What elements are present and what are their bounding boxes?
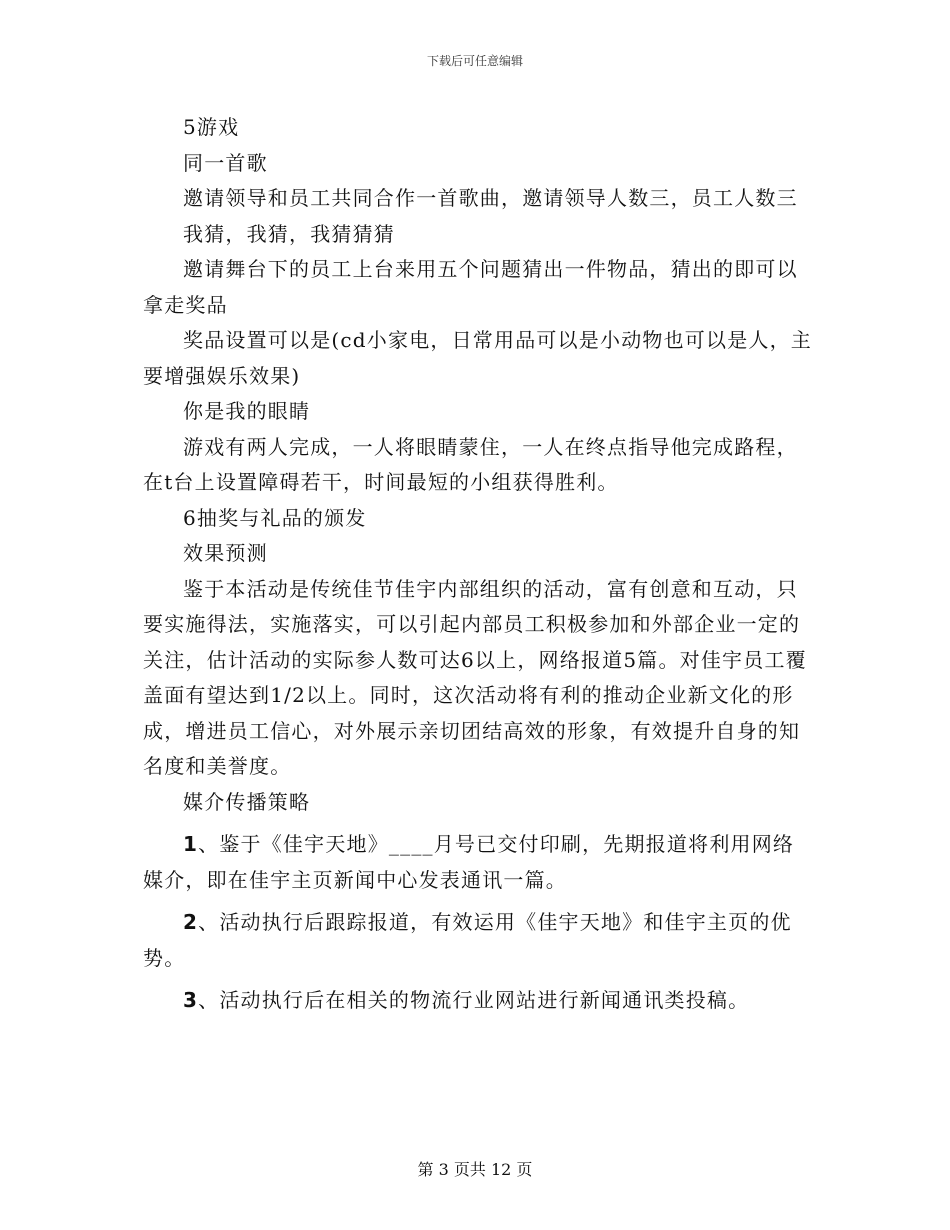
paragraph-effect-heading: 效果预测 [183,541,268,565]
paragraph-song-desc: 邀请领导和员工共同合作一首歌曲，邀请领导人数三，员工人数三 [183,186,798,210]
paragraph-guess-title: 我猜，我猜，我猜猜猜 [183,221,395,246]
numbered-item-number: 2 [183,910,199,934]
page-footer: 第 3 页共 12 页 [417,1160,533,1179]
paragraph-media-heading: 媒介传播策略 [183,789,311,814]
numbered-item-text: 、鉴于《佳宇天地》____月号已交付印刷，先期报道将利用网络媒介，即在佳宇主页新闻中心发表通讯一篇。 [143,832,795,892]
paragraph-lottery: 6抽奖与礼品的颁发 [183,505,367,530]
paragraph-game-heading: 5游戏 [183,115,240,139]
numbered-item-number: 1 [183,832,199,856]
paragraph-eyes-desc: 游戏有两人完成，一人将眼睛蒙住，一人在终点指导他完成路程，在t台上设置障碍若干，时间最短的小组获得胜利。 [143,434,798,494]
numbered-item-text: 、活动执行后跟踪报道，有效运用《佳宇天地》和佳宇主页的优势。 [143,910,792,970]
paragraph-eyes-title: 你是我的眼睛 [183,399,311,423]
paragraph-prize-setting: 奖品设置可以是(cd小家电，日常用品可以是小动物也可以是人，主要增强娱乐效果) [143,328,813,388]
numbered-item-2 [143,905,813,976]
numbered-item-3 [143,983,813,1019]
document-body [143,110,813,1019]
paragraph-guess-desc: 邀请舞台下的员工上台来用五个问题猜出一件物品，猜出的即可以拿走奖品 [143,257,798,317]
numbered-item-number: 3 [183,988,199,1012]
paragraph-effect-desc: 鉴于本活动是传统佳节佳宇内部组织的活动，富有创意和互动，只要实施得法，实施落实，可以引起内部员工积极参加和外部企业一定的关注，估计活动的实际参人数可达6以上，网络报道5篇。对佳宇员工覆盖面有望达到1/2以上。同时，这次活动将有利的推动企业新文化的形成，增进员工信心，对外展示亲切团结高效的形象，有效提升自身的知名度和美誉度。 [143,576,807,778]
numbered-item-text: 、活动执行后在相关的物流行业网站进行新闻通讯类投稿。 [198,988,750,1012]
page-header: 下载后可任意编辑 [426,54,523,68]
paragraph-same-song: 同一首歌 [183,150,268,175]
numbered-item-1 [143,827,813,898]
